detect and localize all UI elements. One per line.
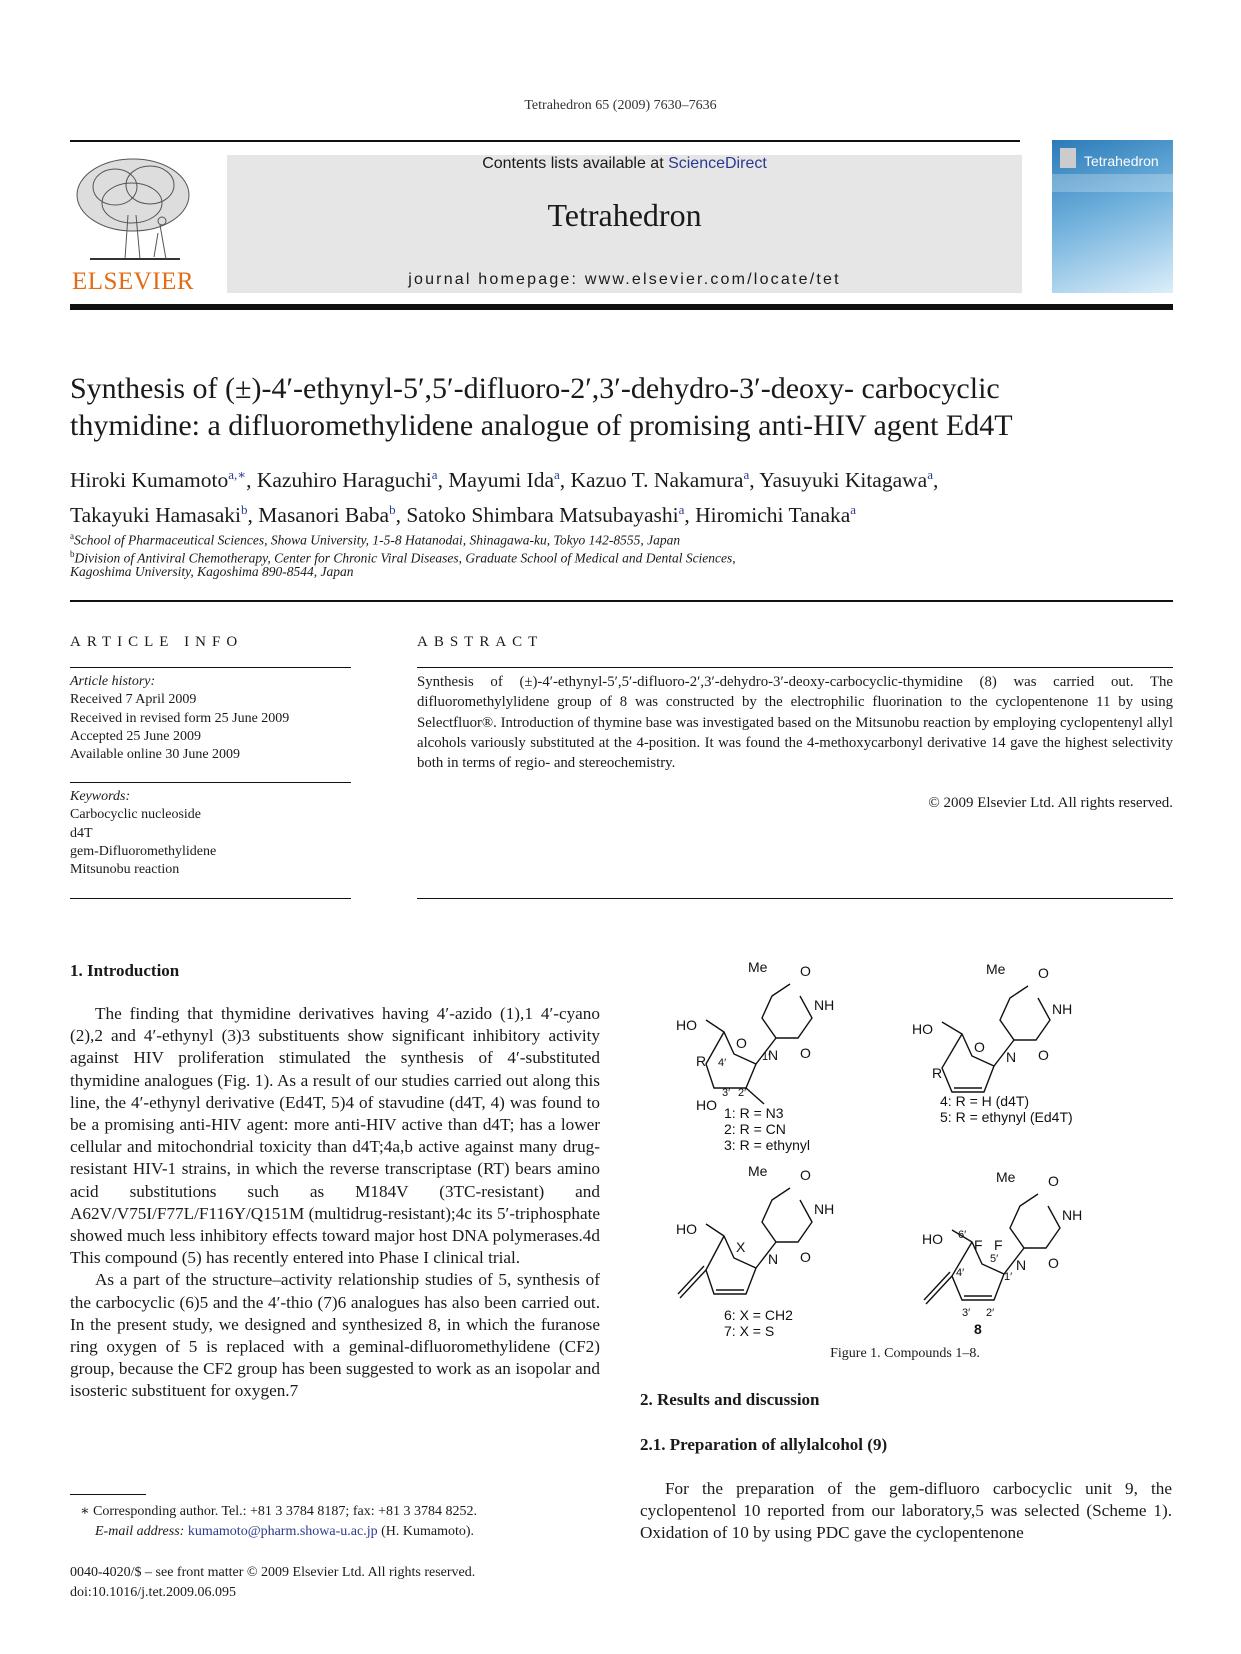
affiliation-text: Division of Antiviral Chemotherapy, Center for Chronic Viral Diseases, Graduate School of Medical and Dental Sciences,: [74, 550, 736, 566]
results-heading: 2. Results and discussion: [640, 1390, 820, 1409]
header-rule: [70, 140, 1020, 142]
label-nh: NH: [814, 1201, 835, 1217]
author-affil-mark[interactable]: b: [389, 502, 396, 518]
label-6prime: 6′: [958, 1229, 967, 1241]
author-name[interactable]: Kazuo T. Nakamura: [570, 468, 744, 493]
info-rule-3: [70, 898, 351, 899]
label-n: N: [1016, 1257, 1027, 1273]
author-name[interactable]: Takayuki Hamasaki: [70, 503, 242, 528]
abstract-text: Synthesis of (±)-4′-ethynyl-5′,5′-difluoro-2′,3′-dehydro-3′-deoxy-carbocyclic-thymidine (8) was carried out. The difluoromethylylidene group of 8 was constructed by the electrophilic fluorination to the cyclopentenone 11 by using Selectfluor®. Introduction of thymine base was investigated based on the Mitsunobu reaction by employing cyclopentenyl allyl alcohols variously substituted at the 4-position. It was found the 4-methoxycarbonyl derivative 14 gave the highest selectivity both in terms of regio- and stereochemistry.: [417, 674, 1173, 772]
affiliation-b-cont: Kagoshima University, Kagoshima 890-8544, Japan: [70, 564, 354, 579]
label-me: Me: [748, 1163, 768, 1179]
label-me: Me: [748, 959, 768, 975]
intro-body: [70, 1003, 600, 1403]
email-label: E-mail address:: [95, 1524, 188, 1539]
title-line-2: thymidine: a difluoromethylidene analogue of promising anti-HIV agent Ed4T: [70, 409, 1013, 442]
intro-paragraph-2: As a part of the structure–activity relationship studies of 5, synthesis of the carbocyclic (6)5 and the 4′-thio (7)6 analogues has also been carried out. In the present study, we designed and synthesized 8, in which the furanose ring oxygen of 5 is replaced with a geminal-difluoromethylidene (CF2) group, because the CF2 group has been suggested to work as an isopolar and isosteric substituent for oxygen.7: [70, 1270, 600, 1401]
author-affil-mark[interactable]: a: [850, 502, 857, 518]
label-o: O: [800, 1249, 811, 1265]
email-suffix: (H. Kumamoto).: [377, 1524, 475, 1539]
keyword-item: gem-Difluoromethylidene: [70, 843, 217, 859]
legend-8: 8: [974, 1321, 982, 1337]
sciencedirect-link[interactable]: ScienceDirect: [668, 155, 767, 172]
figure-1: [640, 958, 1170, 1338]
label-f: F: [974, 1237, 983, 1253]
label-o: O: [1048, 1173, 1059, 1189]
label-4prime: 4′: [956, 1267, 965, 1279]
author-affil-mark[interactable]: b: [241, 502, 248, 518]
journal-homepage[interactable]: journal homepage: www.elsevier.com/locate/tet: [408, 271, 841, 288]
label-o: O: [1038, 1047, 1049, 1063]
author-name[interactable]: Hiromichi Tanaka: [695, 503, 851, 528]
label-o: O: [974, 1039, 985, 1055]
label-ho: HO: [696, 1097, 717, 1113]
abstract-rule-top: [417, 667, 1173, 668]
keywords-block: [70, 788, 351, 879]
label-nh: NH: [1062, 1207, 1083, 1223]
history-received: Received 7 April 2009: [70, 692, 197, 708]
label-3prime: 3′: [722, 1087, 731, 1099]
author-affil-mark[interactable]: a: [678, 502, 685, 518]
publisher-name: ELSEVIER: [71, 268, 195, 295]
label-o: O: [1048, 1255, 1059, 1271]
cover-band: [1052, 174, 1173, 192]
section-rule: [70, 600, 1173, 602]
history-label: Article history:: [70, 674, 156, 689]
results-subheading: 2.1. Preparation of allylalcohol (9): [640, 1435, 888, 1454]
keyword-item: d4T: [70, 825, 93, 841]
label-1prime: 1′: [762, 1051, 771, 1063]
label-ho: HO: [922, 1231, 943, 1247]
cover-title: Tetrahedron: [1084, 153, 1159, 169]
author-name[interactable]: Masanori Baba: [258, 503, 390, 528]
author-affil-mark[interactable]: a: [743, 467, 750, 482]
results-paragraph: For the preparation of the gem-difluoro carbocyclic unit 9, the cyclopentenol 10 reported from our laboratory,5 was selected (Scheme 1). Oxidation of 10 by using PDC gave the cyclopentenone: [640, 1479, 1172, 1543]
journal-cover-image: [1052, 140, 1173, 293]
running-title: Tetrahedron 65 (2009) 7630–7636: [524, 98, 717, 113]
label-nh: NH: [1052, 1001, 1073, 1017]
info-rule-2: [70, 782, 351, 783]
label-x: X: [736, 1239, 746, 1255]
label-n: N: [1006, 1049, 1017, 1065]
label-n: N: [768, 1251, 779, 1267]
figure-1-structures: [640, 958, 1170, 1338]
article-history: [70, 673, 351, 764]
email-footnote: [95, 1522, 605, 1542]
header-thick-rule: [70, 304, 1173, 310]
label-2prime: 2′: [986, 1307, 995, 1319]
label-f: F: [994, 1237, 1003, 1253]
legend-5: 5: R = ethynyl (Ed4T): [940, 1109, 1073, 1125]
label-2prime: 2′: [738, 1087, 747, 1099]
legend-1: 1: R = N3: [724, 1105, 784, 1121]
author-affil-mark[interactable]: a,∗: [228, 467, 247, 482]
journal-name: Tetrahedron: [547, 197, 702, 233]
legend-4: 4: R = H (d4T): [940, 1093, 1030, 1109]
label-r: R: [696, 1053, 707, 1069]
intro-paragraph-1: The finding that thymidine derivatives having 4′-azido (1),1 4′-cyano (2),2 and 4′-ethynyl (3)3 substituents show significant inhibitory activity against HIV proliferation stimulated the synthesis of 4′-substituted thymidine analogues (Fig. 1). As a result of our studies carried out along this line, the 4′-ethynyl derivative (Ed4T, 5)4 of stavudine (d4T, 4) was found to be a promising anti-HIV agent: more anti-HIV active than d4T; has a lower cellular and mitochondrial toxicity than d4T;4a,b active against many drug-resistant HIV-1 strains, in which the reverse transcriptase (RT) bears amino acid substitutions such as M184V (3TC-resistant) and A62V/V75I/F77L/F116Y/Q151M (multidrug-resistant);4c its 5′-triphosphate showed much less inhibitory effects toward major host DNA polymerases.4d This compound (5) has recently entered into Phase I clinical trial.: [70, 1004, 600, 1268]
label-o: O: [800, 963, 811, 979]
label-me: Me: [986, 961, 1006, 977]
label-ho: HO: [676, 1017, 697, 1033]
label-o: O: [1038, 965, 1049, 981]
author-affil-mark[interactable]: a: [554, 467, 560, 482]
label-4prime: 4′: [718, 1057, 727, 1069]
legend-3: 3: R = ethynyl: [724, 1137, 810, 1153]
article-title: [70, 370, 1170, 444]
label-ho: HO: [676, 1221, 697, 1237]
keywords-label: Keywords:: [70, 789, 131, 804]
title-line-1: Synthesis of (±)-4′-ethynyl-5′,5′-difluoro-2′,3′-dehydro-3′-deoxy- carbocyclic: [70, 372, 1000, 405]
legend-7: 7: X = S: [724, 1323, 775, 1338]
history-revised: Received in revised form 25 June 2009: [70, 710, 290, 726]
label-1prime: 1′: [1004, 1271, 1013, 1283]
cover-emblem: [1060, 148, 1076, 168]
author-list: Hiroki Kumamoto$^{a,∗}$, Kazuhiro Haraguchi$^a$, Mayumi Ida$^a$, Kazuo T. Nakamura$^a$, Yasuyuki Kitagawa$^a$, Takayuki Hamasaki$^b$, Masanori Baba$^b$, Satoko Shimbara Matsubayashi$^a$, Hiromichi Tanaka$^a$: [70, 467, 939, 528]
label-o: O: [800, 1167, 811, 1183]
legend-6: 6: X = CH2: [724, 1307, 793, 1323]
label-o: O: [736, 1035, 747, 1051]
label-nh: NH: [814, 997, 835, 1013]
affiliation-mark: b: [70, 549, 75, 559]
author-name[interactable]: Satoko Shimbara Matsubayashi: [406, 503, 679, 528]
results-body: [640, 1478, 1172, 1545]
label-5prime: 5′: [990, 1253, 999, 1265]
author-name[interactable]: Yasuyuki Kitagawa: [759, 468, 928, 493]
abstract-heading: ABSTRACT: [417, 634, 544, 650]
label-r: R: [932, 1065, 943, 1081]
footnote-rule: [70, 1494, 146, 1495]
legend-2: 2: R = CN: [724, 1121, 786, 1137]
abstract-rule-bottom: [417, 898, 1173, 899]
author-name[interactable]: Mayumi Ida: [448, 468, 554, 493]
label-me: Me: [996, 1169, 1016, 1185]
label-3prime: 3′: [962, 1307, 971, 1319]
author-name[interactable]: Kazuhiro Haraguchi: [256, 468, 432, 493]
info-rule-1: [70, 667, 351, 668]
label-ho: HO: [912, 1021, 933, 1037]
contents-prefix: Contents lists available at: [482, 155, 669, 172]
affiliation-mark: a: [70, 531, 74, 541]
figure-caption: Figure 1. Compounds 1–8.: [830, 1346, 980, 1361]
journal-banner: [227, 155, 1022, 293]
article-info-heading: ARTICLE INFO: [70, 634, 244, 650]
author-affil-mark[interactable]: a: [431, 467, 438, 482]
label-o: O: [800, 1045, 811, 1061]
doi-line[interactable]: doi:10.1016/j.tet.2009.06.095: [70, 1585, 237, 1600]
history-accepted: Accepted 25 June 2009: [70, 728, 202, 744]
keyword-item: Mitsunobu reaction: [70, 862, 180, 878]
affiliation-text: School of Pharmaceutical Sciences, Showa University, 1-5-8 Hatanodai, Shinagawa-ku, Tokyo 142-8555, Japan: [74, 532, 681, 548]
intro-heading: 1. Introduction: [70, 961, 180, 980]
keyword-item: Carbocyclic nucleoside: [70, 807, 202, 823]
corresponding-footnote: ∗ Corresponding author. Tel.: +81 3 3784 8187; fax: +81 3 3784 8252.: [80, 1504, 477, 1519]
email-link[interactable]: kumamoto@pharm.showa-u.ac.jp: [187, 1524, 378, 1539]
contents-availability: [227, 155, 1022, 173]
issn-line: 0040-4020/$ – see front matter © 2009 Elsevier Ltd. All rights reserved.: [70, 1565, 476, 1580]
author-affil-mark[interactable]: a: [927, 467, 933, 482]
abstract-copyright: © 2009 Elsevier Ltd. All rights reserved.: [928, 795, 1173, 811]
author-name[interactable]: Hiroki Kumamoto: [70, 468, 229, 493]
label-n: N: [768, 1047, 779, 1063]
history-online: Available online 30 June 2009: [70, 747, 241, 763]
